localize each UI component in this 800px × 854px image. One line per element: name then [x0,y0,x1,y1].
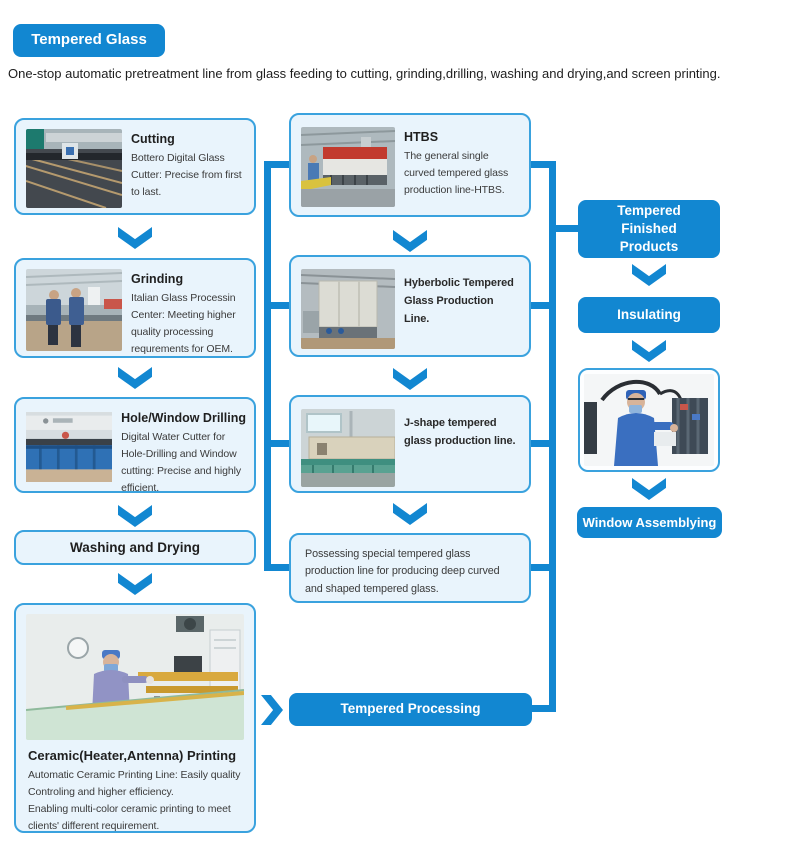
drilling-title: Hole/Window Drilling [121,411,246,425]
special-tempered-body: Possessing special tempered glass production line for producing deep curved and shaped tempered glass. [305,548,500,595]
flow-arrow-down-icon [632,478,666,500]
ceramic-body-1: Automatic Ceramic Printing Line: Easily quality Controling and higher efficiency. [28,769,241,798]
flow-arrow-right-icon [261,695,283,725]
washing-drying-label: Washing and Drying [69,540,200,555]
tempered-glass-title-button: Tempered Glass [13,24,165,57]
connector-stub [528,302,552,309]
flow-arrow-down-icon [118,573,152,595]
ceramic-printing-photo [26,614,244,740]
hyperbolic-box [289,255,531,357]
cutting-box [14,118,256,215]
window-assembly-photo [584,374,714,466]
hyperbolic-body: Hyberbolic Tempered Glass Production Line. [404,277,514,325]
grinding-box [14,258,256,358]
flow-arrow-down-icon [393,503,427,525]
flow-arrow-down-icon [118,227,152,249]
jshape-box [289,395,531,493]
jshape-body: J-shape tempered glass production line. [404,417,516,447]
connector-stub [528,161,552,168]
tempered-processing-button: Tempered Processing [289,693,532,726]
htbs-body: The general single curved tempered glass production line-HTBS. [404,150,509,196]
washing-drying-box [14,530,256,565]
connector-stub [528,440,552,447]
flow-arrow-down-icon [118,505,152,527]
flow-arrow-down-icon [632,264,666,286]
ceramic-body-2: Enabling multi-color ceramic printing to meet clients' different requirement. [28,803,231,832]
ceramic-title: Ceramic(Heater,Antenna) Printing [28,748,237,763]
grinding-body: Italian Glass Processin Center: Meeting higher quality processing requrements for OEM. [131,292,236,355]
connector-stub [264,302,292,309]
connector-stub [528,564,552,571]
flow-arrow-down-icon [118,367,152,389]
grinding-workshop-photo [26,269,122,351]
drilling-machine-photo [26,408,112,486]
htbs-box [289,113,531,217]
cutting-body: Bottero Digital Glass Cutter: Precise from first to last. [131,152,242,198]
flow-arrow-down-icon [632,340,666,362]
flow-arrow-down-icon [393,230,427,252]
page-subtitle: One-stop automatic pretreatment line from glass feeding to cutting, grinding,drilling, washing and drying,and screen printing. [8,66,721,81]
tempered-finished-products-button: Tempered Finished Products [578,200,720,258]
insulating-button: Insulating [578,297,720,333]
window-assemblying-button: Window Assemblying [577,507,722,538]
grinding-title: Grinding [131,272,184,286]
htbs-title: HTBS [404,130,439,144]
jshape-line-photo [301,409,395,487]
special-tempered-box [289,533,531,603]
assembly-photo-frame [578,368,720,472]
connector-right-bus [549,161,556,712]
cutting-title: Cutting [131,132,175,146]
connector-stub [264,161,292,168]
ceramic-printing-box [14,603,256,833]
connector-stub [264,440,292,447]
cutting-machine-photo [26,129,122,208]
htbs-line-photo [301,127,395,207]
drilling-box [14,397,256,493]
hyperbolic-line-photo [301,269,395,349]
connector-stub [264,564,292,571]
connector-left-bus [264,161,271,571]
drilling-body: Digital Water Cutter for Hole-Drilling and Window cutting: Precise and highly efficient. [121,431,241,494]
flow-arrow-down-icon [393,368,427,390]
connector-stub [553,225,580,232]
